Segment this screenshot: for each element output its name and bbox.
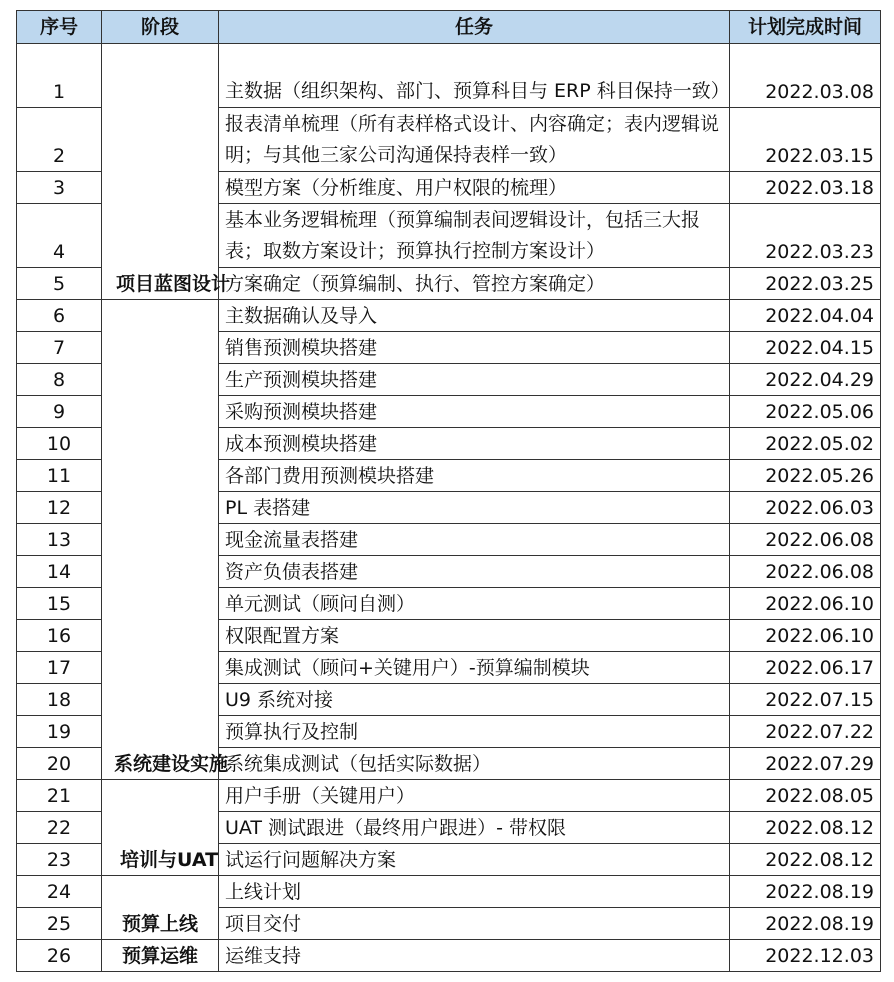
row-number: 22 xyxy=(17,812,102,844)
date-cell: 2022.03.15 xyxy=(730,108,881,172)
date-cell: 2022.06.17 xyxy=(730,652,881,684)
row-number: 10 xyxy=(17,428,102,460)
date-cell: 2022.06.03 xyxy=(730,492,881,524)
task-cell: 系统集成测试（包括实际数据） xyxy=(219,748,730,780)
date-cell: 2022.04.15 xyxy=(730,332,881,364)
date-cell: 2022.07.22 xyxy=(730,716,881,748)
row-number: 14 xyxy=(17,556,102,588)
date-cell: 2022.05.26 xyxy=(730,460,881,492)
stage-cell-build: 系统建设实施 xyxy=(102,300,219,780)
task-cell: 主数据（组织架构、部门、预算科目与 ERP 科目保持一致） xyxy=(219,44,730,108)
date-cell: 2022.08.05 xyxy=(730,780,881,812)
task-cell: 现金流量表搭建 xyxy=(219,524,730,556)
date-cell: 2022.06.10 xyxy=(730,588,881,620)
row-number: 17 xyxy=(17,652,102,684)
row-number: 3 xyxy=(17,172,102,204)
task-cell: 试运行问题解决方案 xyxy=(219,844,730,876)
date-cell: 2022.08.19 xyxy=(730,876,881,908)
date-cell: 2022.06.08 xyxy=(730,524,881,556)
date-cell: 2022.05.02 xyxy=(730,428,881,460)
date-cell: 2022.08.19 xyxy=(730,908,881,940)
task-cell: 各部门费用预测模块搭建 xyxy=(219,460,730,492)
task-cell: 报表清单梳理（所有表样格式设计、内容确定；表内逻辑说明；与其他三家公司沟通保持表样一致） xyxy=(219,108,730,172)
stage-cell-operations: 预算运维 xyxy=(102,940,219,972)
row-number: 25 xyxy=(17,908,102,940)
project-plan-table xyxy=(16,10,881,972)
task-cell: 用户手册（关键用户） xyxy=(219,780,730,812)
row-number: 24 xyxy=(17,876,102,908)
task-cell: 资产负债表搭建 xyxy=(219,556,730,588)
stage-cell-blueprint: 项目蓝图设计 xyxy=(102,44,219,300)
task-cell: 运维支持 xyxy=(219,940,730,972)
task-cell: 成本预测模块搭建 xyxy=(219,428,730,460)
header-row xyxy=(17,11,881,44)
row-number: 5 xyxy=(17,268,102,300)
row-number: 2 xyxy=(17,108,102,172)
date-cell: 2022.07.15 xyxy=(730,684,881,716)
task-cell: 预算执行及控制 xyxy=(219,716,730,748)
row-number: 16 xyxy=(17,620,102,652)
date-cell: 2022.04.29 xyxy=(730,364,881,396)
date-cell: 2022.05.06 xyxy=(730,396,881,428)
row-number: 6 xyxy=(17,300,102,332)
task-cell: 集成测试（顾问+关键用户）-预算编制模块 xyxy=(219,652,730,684)
header-date: 计划完成时间 xyxy=(730,11,881,44)
task-cell: 权限配置方案 xyxy=(219,620,730,652)
task-cell: 主数据确认及导入 xyxy=(219,300,730,332)
row-number: 21 xyxy=(17,780,102,812)
row-number: 7 xyxy=(17,332,102,364)
task-cell: 方案确定（预算编制、执行、管控方案确定） xyxy=(219,268,730,300)
row-number: 11 xyxy=(17,460,102,492)
date-cell: 2022.12.03 xyxy=(730,940,881,972)
task-cell: 基本业务逻辑梳理（预算编制表间逻辑设计，包括三大报表；取数方案设计；预算执行控制方案设计） xyxy=(219,204,730,268)
task-cell: U9 系统对接 xyxy=(219,684,730,716)
task-cell: PL 表搭建 xyxy=(219,492,730,524)
row-number: 26 xyxy=(17,940,102,972)
stage-cell-golive: 预算上线 xyxy=(102,876,219,940)
table-row xyxy=(17,940,881,972)
header-task: 任务 xyxy=(219,11,730,44)
task-cell: 采购预测模块搭建 xyxy=(219,396,730,428)
task-cell: 生产预测模块搭建 xyxy=(219,364,730,396)
table-row xyxy=(17,44,881,108)
task-cell: 模型方案（分析维度、用户权限的梳理） xyxy=(219,172,730,204)
date-cell: 2022.04.04 xyxy=(730,300,881,332)
date-cell: 2022.08.12 xyxy=(730,812,881,844)
row-number: 8 xyxy=(17,364,102,396)
header-stage: 阶段 xyxy=(102,11,219,44)
row-number: 12 xyxy=(17,492,102,524)
task-cell: 销售预测模块搭建 xyxy=(219,332,730,364)
date-cell: 2022.03.18 xyxy=(730,172,881,204)
table-row xyxy=(17,876,881,908)
row-number: 20 xyxy=(17,748,102,780)
row-number: 1 xyxy=(17,44,102,108)
row-number: 15 xyxy=(17,588,102,620)
table-row xyxy=(17,300,881,332)
row-number: 23 xyxy=(17,844,102,876)
row-number: 19 xyxy=(17,716,102,748)
date-cell: 2022.03.23 xyxy=(730,204,881,268)
date-cell: 2022.06.10 xyxy=(730,620,881,652)
date-cell: 2022.03.08 xyxy=(730,44,881,108)
row-number: 18 xyxy=(17,684,102,716)
table-row xyxy=(17,780,881,812)
date-cell: 2022.07.29 xyxy=(730,748,881,780)
task-cell: UAT 测试跟进（最终用户跟进）- 带权限 xyxy=(219,812,730,844)
task-cell: 上线计划 xyxy=(219,876,730,908)
date-cell: 2022.06.08 xyxy=(730,556,881,588)
date-cell: 2022.08.12 xyxy=(730,844,881,876)
row-number: 4 xyxy=(17,204,102,268)
row-number: 9 xyxy=(17,396,102,428)
task-cell: 项目交付 xyxy=(219,908,730,940)
header-no: 序号 xyxy=(17,11,102,44)
row-number: 13 xyxy=(17,524,102,556)
task-cell: 单元测试（顾问自测） xyxy=(219,588,730,620)
date-cell: 2022.03.25 xyxy=(730,268,881,300)
stage-cell-training-uat: 培训与UAT xyxy=(102,780,219,876)
